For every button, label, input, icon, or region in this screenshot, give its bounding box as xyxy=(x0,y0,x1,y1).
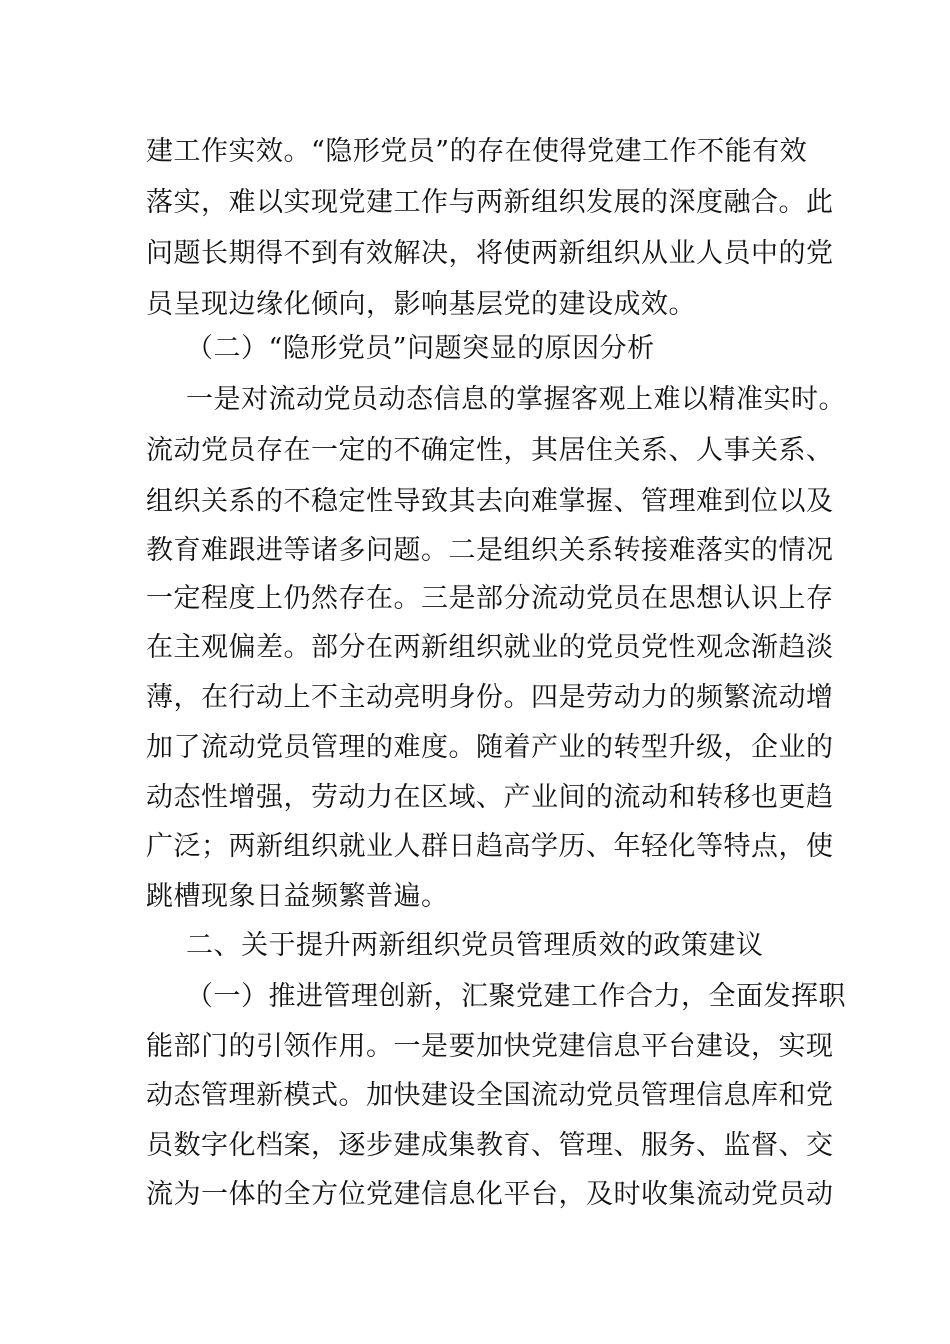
text-line: 流为一体的全方位党建信息化平台，及时收集流动党员动 xyxy=(146,1179,834,1210)
section-heading: 二、关于提升两新组织党员管理质效的政策建议 xyxy=(186,930,764,961)
text-line: 建工作实效。“隐形党员”的存在使得党建工作不能有效 xyxy=(146,136,808,167)
text-line: 组织关系的不稳定性导致其去向难掌握、管理难到位以及 xyxy=(146,486,834,517)
text-line: 跳槽现象日益频繁普遍。 xyxy=(146,881,449,912)
text-line: 在主观偏差。部分在两新组织就业的党员党性观念渐趋淡 xyxy=(146,632,834,663)
text-line: 广泛；两新组织就业人群日趋高学历、年轻化等特点，使 xyxy=(146,831,834,862)
text-line: （一）推进管理创新，汇聚党建工作合力，全面发挥职 xyxy=(186,981,846,1012)
text-line: 问题长期得不到有效解决，将使两新组织从业人员中的党 xyxy=(146,238,834,269)
section-heading: （二）“隐形党员”问题突显的原因分析 xyxy=(186,333,655,364)
text-line: 落实，难以实现党建工作与两新组织发展的深度融合。此 xyxy=(146,187,834,218)
text-line: 一定程度上仍然存在。三是部分流动党员在思想认识上存 xyxy=(146,583,834,614)
text-line: 员数字化档案，逐步建成集教育、管理、服务、监督、交 xyxy=(146,1130,834,1161)
text-line: 加了流动党员管理的难度。随着产业的转型升级，企业的 xyxy=(146,732,834,763)
text-line: 能部门的引领作用。一是要加快党建信息平台建设，实现 xyxy=(146,1031,834,1062)
text-line: 一是对流动党员动态信息的掌握客观上难以精准实时。 xyxy=(186,384,846,415)
text-line: 教育难跟进等诸多问题。二是组织关系转接难落实的情况 xyxy=(146,535,834,566)
text-line: 流动党员存在一定的不确定性，其居住关系、人事关系、 xyxy=(146,435,834,466)
text-line: 动态管理新模式。加快建设全国流动党员管理信息库和党 xyxy=(146,1080,834,1111)
text-line: 薄，在行动上不主动亮明身份。四是劳动力的频繁流动增 xyxy=(146,682,834,713)
text-line: 员呈现边缘化倾向，影响基层党的建设成效。 xyxy=(146,289,696,320)
text-line: 动态性增强，劳动力在区域、产业间的流动和转移也更趋 xyxy=(146,782,834,813)
